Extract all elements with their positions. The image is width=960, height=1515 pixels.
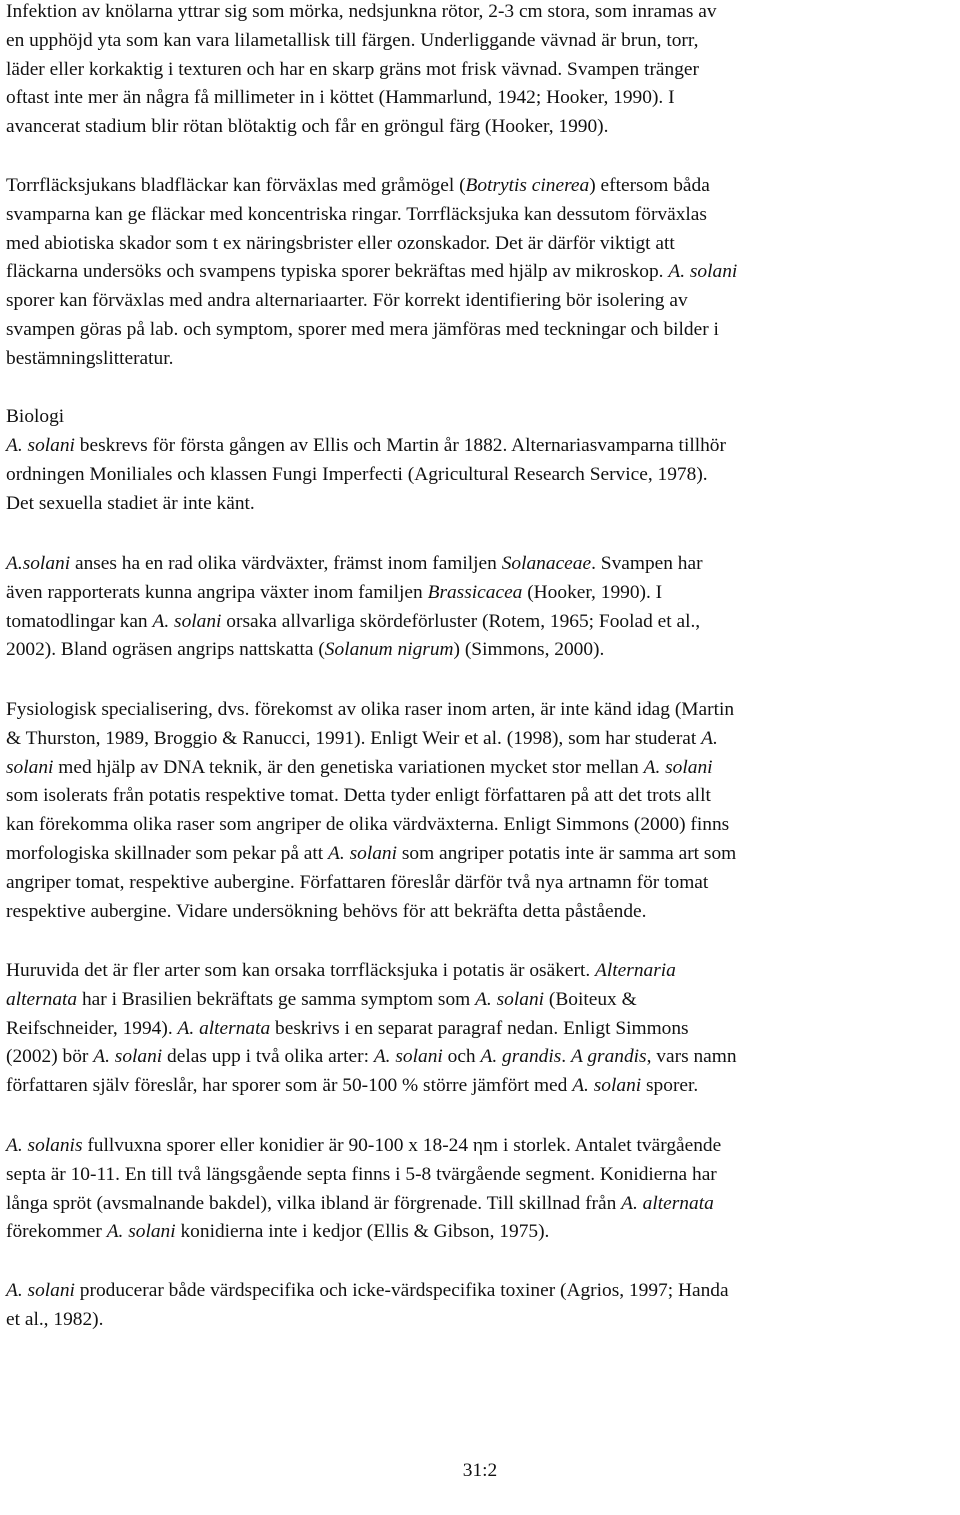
text: . Svampen har <box>591 553 703 574</box>
italic-text: A. solani <box>475 988 545 1010</box>
line <box>6 782 950 811</box>
line <box>6 1043 950 1072</box>
italic-text: A. <box>701 727 718 749</box>
line <box>6 1015 950 1044</box>
page-number: 31:2 <box>462 1460 498 1481</box>
line <box>6 840 950 869</box>
text: (Boiteux & <box>544 988 637 1010</box>
italic-text: A. solani <box>6 435 75 456</box>
line <box>6 1132 950 1161</box>
text: sporer kan förväxlas med andra alternariaarter. För korrekt identifiering bör isolering av <box>6 290 688 312</box>
text: producerar både värdspecifika och icke-värdspecifika toxiner (Agrios, 1997; Handa <box>74 1280 729 1301</box>
text: långa spröt (avsmalnande bakdel), vilka ibland är förgrenade. Till skillnad från <box>6 1192 622 1214</box>
text: fullvuxna sporer eller konidier är 90-100 x 18-24 ηm i storlek. Antalet tvärgående <box>82 1135 722 1156</box>
line <box>6 1161 950 1190</box>
text: 2002). Bland ogräsen angrips nattskatta ( <box>6 639 325 661</box>
line <box>6 316 950 345</box>
paragraph-toxins <box>6 1277 950 1335</box>
text: Infektion av knölarna yttrar sig som mörka, nedsjunkna rötor, 2-3 cm stora, som inramas av <box>6 1 717 22</box>
line <box>6 490 950 519</box>
text: avancerat stadium blir rötan blötaktig och får en gröngul färg (Hooker, 1990). <box>6 116 609 138</box>
text: författaren själv föreslår, har sporer som är 50-100 % större jämfört med <box>6 1075 573 1097</box>
line <box>6 0 950 27</box>
text: angriper tomat, respektive aubergine. Författaren föreslår därför två nya artnamn för tomat <box>6 871 709 893</box>
line <box>6 345 950 374</box>
text: delas upp i två olika arter: <box>162 1046 374 1068</box>
text: (2002) bör <box>6 1046 94 1068</box>
text: bestämningslitteratur. <box>6 347 174 369</box>
italic-text: A.solani <box>6 553 71 574</box>
line <box>6 27 950 56</box>
italic-text: Solanaceae <box>501 553 592 574</box>
text: (Hooker, 1990). I <box>522 581 663 603</box>
text: ) eftersom båda <box>589 175 710 196</box>
line <box>6 84 950 113</box>
italic-text: A. alternata <box>621 1192 714 1214</box>
line <box>6 986 950 1015</box>
line <box>6 258 950 287</box>
paragraph-physiological-specialization <box>6 696 950 926</box>
text: konidierna inte i kedjor (Ellis & Gibson, 1975). <box>175 1221 550 1243</box>
italic-text: A. solani <box>106 1221 176 1243</box>
text: , vars namn <box>646 1046 737 1068</box>
text: sporer. <box>641 1075 699 1097</box>
text: Huruvida det är fler arter som kan orsaka torrfläcksjuka i potatis är osäkert. <box>6 960 596 981</box>
line <box>6 636 950 665</box>
italic-text: A. solani <box>373 1046 443 1068</box>
italic-text: alternata <box>6 988 78 1010</box>
text: Torrfläcksjukans bladfläckar kan förväxlas med gråmögel ( <box>6 175 466 196</box>
italic-text: A. solani <box>668 261 738 283</box>
paragraph-description-history <box>6 432 950 518</box>
italic-text: Botrytis cinerea <box>465 175 590 196</box>
italic-text: solani <box>6 756 54 778</box>
line <box>6 725 950 754</box>
text: även rapporterats kunna angripa växter inom familjen <box>6 581 428 603</box>
line <box>6 696 950 725</box>
text: septa är 10-11. En till två längsgående septa finns i 5-8 tvärgående segment. Konidierna har <box>6 1163 717 1185</box>
line <box>6 579 950 608</box>
line <box>6 113 950 142</box>
paragraph-leaf-spot-confusion <box>6 172 950 374</box>
line <box>6 172 950 201</box>
text: svampen göras på lab. och symptom, sporer med mera jämföras med teckningar och bilder i <box>6 318 719 340</box>
text: som isolerats från potatis respektive tomat. Detta tyder enligt författaren på att det trots allt <box>6 785 711 807</box>
text: beskrevs för första gången av Ellis och Martin år 1882. Alternariasvamparna tillhör <box>74 435 726 456</box>
italic-text: A. solani <box>643 756 713 778</box>
text: tomatodlingar kan <box>6 610 153 632</box>
text: ordningen Moniliales och klassen Fungi Imperfecti (Agricultural Research Service, 1978). <box>6 463 708 485</box>
text: som angriper potatis inte är samma art som <box>396 842 737 864</box>
paragraph-tuber-infection <box>6 0 950 142</box>
line <box>6 1072 950 1101</box>
line <box>6 1218 950 1247</box>
line <box>6 608 950 637</box>
text: & Thurston, 1989, Broggio & Ranucci, 1991). Enligt Weir et al. (1998), som har studerat <box>6 727 702 749</box>
italic-text: A. solanis <box>6 1135 83 1156</box>
text: Reifschneider, 1994). <box>6 1017 178 1039</box>
paragraph-other-species <box>6 957 950 1101</box>
italic-text: A. grandis <box>480 1046 562 1068</box>
text: beskrivs i en separat paragraf nedan. Enligt Simmons <box>270 1017 689 1039</box>
text: har i Brasilien bekräftats ge samma symptom som <box>77 988 476 1010</box>
text: fläckarna undersöks och svampens typiska sporer bekräftas med hjälp av mikroskop. <box>6 261 669 283</box>
text: kan förekomma olika raser som angriper de olika värdväxterna. Enligt Simmons (2000) finns <box>6 814 730 836</box>
italic-text: A grandis <box>571 1046 647 1068</box>
line <box>6 56 950 85</box>
italic-text: A. solani <box>152 610 222 632</box>
text: Fysiologisk specialisering, dvs. förekomst av olika raser inom arten, är inte känd idag (Martin <box>6 699 735 720</box>
text: respektive aubergine. Vidare undersökning behövs för att bekräfta detta påstående. <box>6 900 647 922</box>
text: med hjälp av DNA teknik, är den genetiska variationen mycket stor mellan <box>53 756 644 778</box>
line <box>6 461 950 490</box>
italic-text: A. solani <box>572 1075 642 1097</box>
line <box>6 230 950 259</box>
line <box>6 1277 950 1306</box>
line <box>6 869 950 898</box>
text: och <box>442 1046 481 1068</box>
line <box>6 201 950 230</box>
italic-text: A. solani <box>93 1046 163 1068</box>
text: morfologiska skillnader som pekar på att <box>6 842 329 864</box>
italic-text: A. solani <box>328 842 397 864</box>
italic-text: A. alternata <box>177 1017 271 1039</box>
text: . <box>561 1046 571 1068</box>
text: et al., 1982). <box>6 1308 104 1330</box>
italic-text: A. solani <box>6 1280 75 1301</box>
line <box>6 550 950 579</box>
paragraph-host-plants <box>6 550 950 665</box>
text: förekommer <box>6 1221 107 1243</box>
italic-text: Alternaria <box>595 960 676 981</box>
text: Det sexuella stadiet är inte känt. <box>6 492 255 514</box>
line <box>6 287 950 316</box>
text: ) (Simmons, 2000). <box>453 639 605 661</box>
line <box>6 957 950 986</box>
text: en upphöjd yta som kan vara lilametallisk till färgen. Underliggande vävnad är brun, torr, <box>6 29 699 51</box>
line <box>6 754 950 783</box>
text: läder eller korkaktig i texturen och har en skarp gräns mot frisk vävnad. Svampen tränger <box>6 58 699 80</box>
line <box>6 811 950 840</box>
line <box>6 1190 950 1219</box>
line <box>6 1306 950 1335</box>
text: svamparna kan ge fläckar med koncentriska ringar. Torrfläcksjuka kan dessutom förväxlas <box>6 203 707 225</box>
text: orsaka allvarliga skördeförluster (Rotem, 1965; Foolad et al., <box>221 610 701 632</box>
line <box>6 432 950 461</box>
text: oftast inte mer än några få millimeter in i köttet (Hammarlund, 1942; Hooker, 1990). I <box>6 87 675 109</box>
line <box>6 898 950 927</box>
italic-text: Brassicacea <box>427 581 523 603</box>
text: med abiotiska skador som t ex näringsbrister eller ozonskador. Det är därför viktigt att <box>6 232 675 254</box>
italic-text: Solanum nigrum <box>324 639 454 661</box>
section-heading-biologi: Biologi <box>6 406 65 427</box>
text: anses ha en rad olika värdväxter, främst inom familjen <box>70 553 502 574</box>
paragraph-spore-morphology <box>6 1132 950 1247</box>
